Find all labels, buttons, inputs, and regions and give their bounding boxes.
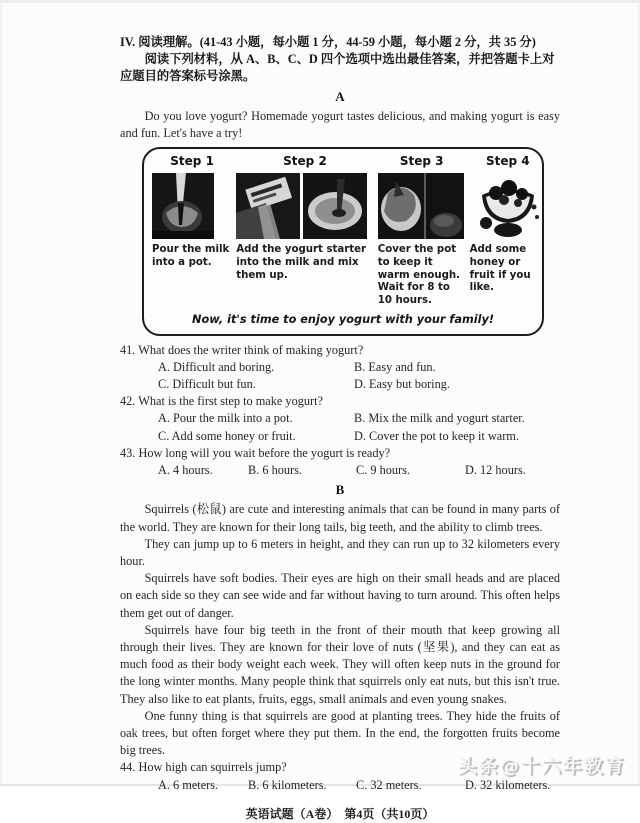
step-3-caption: Cover the pot to keep it warm enough. Wait for 8 to 10 hours. xyxy=(377,244,461,306)
question-42-text: What is the first step to make yogurt? xyxy=(138,394,323,409)
step-3-column xyxy=(378,153,466,308)
steps-grid xyxy=(152,153,534,308)
step-1-title: Step 1 xyxy=(170,154,214,169)
question-42 xyxy=(120,393,560,445)
page-content xyxy=(120,34,560,823)
question-41-number: 41. xyxy=(120,342,136,357)
step-3-photos xyxy=(378,173,466,239)
step-4-photos xyxy=(470,173,546,239)
step-2-column xyxy=(236,153,374,308)
passage-b-paragraph-2: They can jump up to 6 meters in height, and they can run up to 32 kilometers every hour. xyxy=(120,536,560,568)
section-instructions: 阅读下列材料，从 A、B、C、D 四个选项中选出最佳答案，并把答题卡上对应题目的答案标号涂黑。 xyxy=(120,52,555,84)
step-2-title: Step 2 xyxy=(283,154,327,169)
question-44-option-b[interactable]: B. 6 kilometers. xyxy=(248,777,327,792)
question-42-option-b[interactable]: B. Mix the milk and yogurt starter. xyxy=(354,411,525,426)
question-42-options xyxy=(158,410,560,444)
question-44-option-d[interactable]: D. 32 kilometers. xyxy=(465,777,551,792)
passage-a-intro: Do you love yogurt? Homemade yogurt tastes delicious, and making yogurt is easy and fun. Let's have a try! xyxy=(120,108,560,140)
question-44-number: 44. xyxy=(120,760,136,775)
question-43-option-d[interactable]: D. 12 hours. xyxy=(465,462,526,477)
question-41-options xyxy=(158,359,560,393)
question-41 xyxy=(120,342,560,394)
milk-pour-photo-icon xyxy=(152,173,214,239)
passage-b-paragraph-4: Squirrels have four big teeth in the front of their mouth that keep growing all through their lives. They are known for their love of nuts (坚果), and they can eat as much food as their body weight each week. They will often keep nuts in the ground for the long winter months. Many people think that squirrels only eat nuts, but this isn't true. They also like to eat plants, fruits, eggs, small animals and even young snakes. xyxy=(120,622,560,706)
question-44-text: How high can squirrels jump? xyxy=(138,760,287,775)
page-footer: 英语试题（A卷） 第4页（共10页） xyxy=(245,806,435,821)
covered-pot-photo-icon xyxy=(378,173,464,239)
question-41-option-d[interactable]: D. Easy but boring. xyxy=(354,376,450,391)
question-44-option-a[interactable]: A. 6 meters. xyxy=(158,777,219,792)
step-4-caption: Add some honey or fruit if you like. xyxy=(469,244,531,294)
question-42-option-d[interactable]: D. Cover the pot to keep it warm. xyxy=(354,428,519,443)
step-1-caption: Pour the milk into a pot. xyxy=(152,244,230,268)
question-43-options xyxy=(158,462,560,479)
question-41-option-c[interactable]: C. Difficult but fun. xyxy=(158,376,256,391)
passage-b-paragraph-3: Squirrels have soft bodies. Their eyes are high on their small heads and are placed on each side so they can see wide and far without having to turn around. This often helps them get out of danger. xyxy=(120,571,560,620)
question-41-option-a[interactable]: A. Difficult and boring. xyxy=(158,359,275,374)
question-43-option-b[interactable]: B. 6 hours. xyxy=(248,462,302,477)
question-44-options xyxy=(158,777,560,794)
section-heading: IV. 阅读理解。(41-43 小题，每小题 1 分，44-59 小题，每小题 2 分，共 35 分) xyxy=(120,35,536,49)
step-4-title: Step 4 xyxy=(485,154,530,169)
question-42-option-c[interactable]: C. Add some honey or fruit. xyxy=(158,428,296,443)
passage-a-label: A xyxy=(335,88,345,104)
question-42-number: 42. xyxy=(120,394,136,409)
passage-b-paragraph-1: Squirrels (松鼠) are cute and interesting animals that can be found in many parts of the world. They are known for their long tails, big teeth, and the ability to climb trees. xyxy=(120,502,560,534)
step-4-column xyxy=(470,153,546,308)
passage-b-paragraph-5: One funny thing is that squirrels are good at planting trees. They hide the fruits of oak trees, but often forget where they put them. In the end, the forgotten fruits become big trees. xyxy=(120,708,560,758)
step-3-title: Step 3 xyxy=(399,154,444,169)
passage-b-label: B xyxy=(335,482,345,498)
question-43-option-a[interactable]: A. 4 hours. xyxy=(158,462,213,477)
question-42-option-a[interactable]: A. Pour the milk into a pot. xyxy=(158,411,293,426)
question-43-number: 43. xyxy=(120,445,136,460)
question-44-option-c[interactable]: C. 32 meters. xyxy=(356,777,422,792)
watermark: 头条@十六年教育 xyxy=(457,755,626,777)
starter-packet-photo-icon xyxy=(236,173,300,239)
yogurt-steps-box xyxy=(142,147,544,335)
step-2-photos xyxy=(236,173,374,239)
question-41-text: What does the writer think of making yogurt? xyxy=(138,342,364,357)
question-43-text: How long will you wait before the yogurt is ready? xyxy=(138,445,391,460)
step-1-photos xyxy=(152,173,232,239)
step-2-caption: Add the yogurt starter into the milk and mix them up. xyxy=(236,244,367,281)
question-41-option-b[interactable]: B. Easy and fun. xyxy=(354,359,436,374)
yogurt-bowl-photo-icon xyxy=(474,173,542,239)
question-43-option-c[interactable]: C. 9 hours. xyxy=(356,462,410,477)
steps-note: Now, it's time to enjoy yogurt with your family! xyxy=(192,312,494,326)
question-43 xyxy=(120,445,560,479)
step-1-column xyxy=(152,153,232,308)
mixing-pot-photo-icon xyxy=(303,173,367,239)
